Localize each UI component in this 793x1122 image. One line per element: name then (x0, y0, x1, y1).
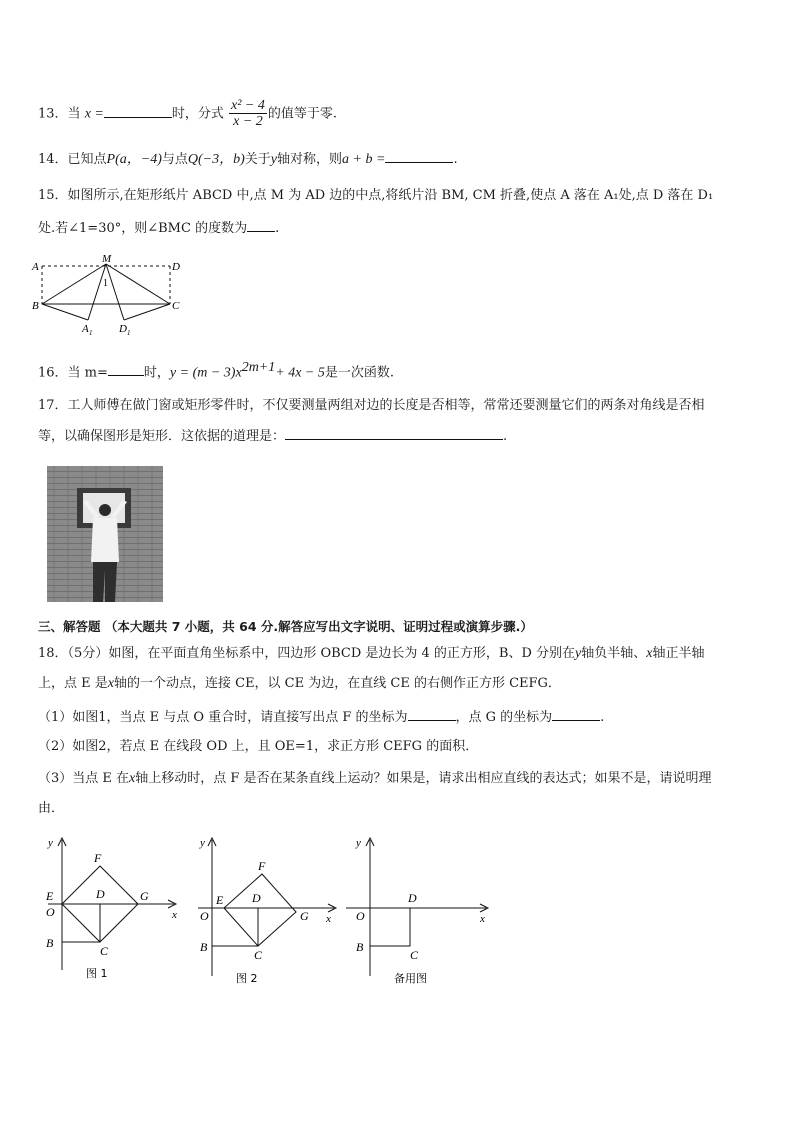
question-16: 16．当 m= 时，$y = (m - 3)x^{2m+1}+ 4x - 5$是一次函数. (38, 360, 394, 381)
answer-blank-17[interactable] (285, 427, 503, 440)
svg-text:x: x (326, 913, 331, 925)
question-18-part2: （2）如图2，若点 E 在线段 OD 上，且 OE=1，求正方形 CEFG 的面积． (38, 739, 479, 754)
question-18-line1: 18．（5分）如图，在平面直角坐标系中，四边形 OBCD 是边长为 4 的正方形，B、D 分别在y轴负半轴、x轴正半轴 (38, 646, 705, 661)
svg-text:D: D (408, 891, 417, 905)
svg-text:D: D (252, 891, 261, 905)
svg-text:D: D (119, 323, 127, 335)
svg-text:A: A (82, 323, 89, 335)
svg-text:B: B (200, 940, 208, 954)
svg-text:y: y (48, 837, 53, 849)
question-18-line2: 上，点 E 是x轴的一个动点，连接 CE，以 CE 为边，在直线 CE 的右侧作正方形 CEFG． (38, 676, 561, 691)
svg-text:E: E (216, 893, 224, 907)
svg-text:1: 1 (89, 329, 93, 337)
svg-text:D: D (172, 261, 180, 273)
svg-text:D: D (96, 887, 105, 901)
answer-blank-14[interactable] (385, 150, 453, 163)
svg-text:x: x (172, 909, 177, 921)
figure-backup (342, 832, 492, 988)
question-17-line1: 17．工人师傅在做门窗或矩形零件时，不仅要测量两组对边的长度是否相等，常常还要测量它们的两条对角线是否相 (38, 398, 705, 413)
svg-text:O: O (200, 909, 209, 923)
question-17-line2: 等，以确保图形是矩形．这依据的道理是： . (38, 429, 508, 444)
fraction: $\frac{\text{x² − 4}}{x - 2}$ (231, 98, 265, 129)
svg-text:备用图: 备用图 (394, 972, 427, 985)
svg-text:B: B (46, 936, 54, 950)
answer-blank-16[interactable] (108, 363, 144, 376)
svg-text:C: C (100, 944, 109, 958)
svg-text:G: G (300, 909, 309, 923)
question-13: 13．当 x = 时，分式 $\frac{\text{x² − 4}}{x - 2}$ 的值等于零. (38, 98, 338, 129)
svg-text:B: B (356, 940, 364, 954)
svg-text:E: E (46, 889, 54, 903)
figure-1 (38, 832, 188, 982)
fold-rectangle-figure (30, 252, 190, 338)
svg-text:C: C (254, 948, 263, 962)
svg-text:A: A (32, 261, 39, 273)
svg-text:1: 1 (103, 278, 108, 289)
svg-text:图 2: 图 2 (236, 972, 258, 985)
question-14: 14．已知点P(a，−4)与点Q(−3，b)关于y轴对称，则a + b = . (38, 152, 458, 167)
svg-text:x: x (480, 913, 485, 925)
svg-text:图 1: 图 1 (86, 967, 108, 980)
question-18-part3-line1: （3）当点 E 在x轴上移动时，点 F 是否在某条直线上运动？如果是，请求出相应直线的表达式；如果不是，请说明理 (38, 771, 712, 786)
svg-text:1: 1 (127, 329, 131, 337)
question-18-part1: （1）如图1，当点 E 与点 O 重合时，请直接写出点 F 的坐标为 ，点 G 的坐标为 . (38, 710, 605, 725)
svg-text:O: O (46, 905, 55, 919)
svg-text:O: O (356, 909, 365, 923)
x-var: x = (84, 106, 104, 122)
section-3-heading: 三、解答题 （本大题共 7 小题，共 64 分.解答应写出文字说明、证明过程或演算步骤.） (38, 619, 533, 634)
svg-text:B: B (32, 300, 39, 312)
svg-text:F: F (94, 851, 102, 865)
answer-blank-18-f[interactable] (408, 708, 456, 721)
question-15-line2: 处.若∠1=30°，则∠BMC 的度数为 . (38, 221, 280, 236)
svg-text:y: y (200, 837, 205, 849)
answer-blank-15[interactable] (247, 219, 275, 232)
question-18-part3-line2: 由． (38, 801, 65, 816)
worker-window-photo (47, 466, 163, 602)
question-15-line1: 15．如图所示,在矩形纸片 ABCD 中,点 M 为 AD 边的中点,将纸片沿 BM, CM 折叠,使点 A 落在 A₁处,点 D 落在 D₁ (38, 188, 714, 203)
answer-blank-18-g[interactable] (552, 708, 600, 721)
svg-text:M: M (102, 253, 112, 265)
svg-text:y: y (356, 837, 361, 849)
svg-text:G: G (140, 889, 149, 903)
svg-text:C: C (410, 948, 419, 962)
svg-text:F: F (258, 859, 266, 873)
figure-2 (190, 832, 340, 988)
svg-text:C: C (172, 300, 180, 312)
answer-blank-13[interactable] (104, 105, 172, 118)
